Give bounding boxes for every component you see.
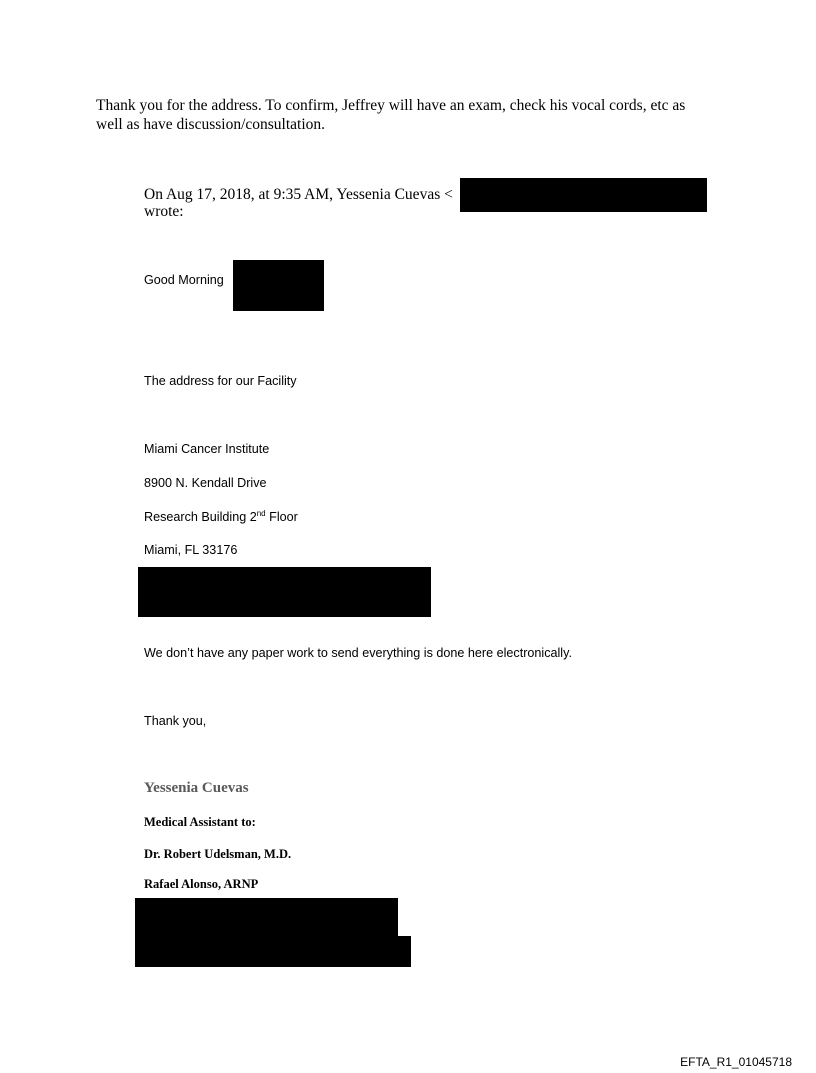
reply-message: [96, 97, 685, 134]
address-intro: The address for our Facility: [144, 374, 297, 388]
reply-line-1: Thank you for the address. To confirm, Jeffrey will have an exam, check his vocal cords, etc as: [96, 97, 686, 114]
quoted-header-line-1: On Aug 17, 2018, at 9:35 AM, Yessenia Cuevas <: [144, 186, 453, 203]
signature-role: Medical Assistant to:: [144, 815, 256, 829]
address-city: Miami, FL 33176: [144, 543, 238, 557]
greeting: Good Morning: [144, 273, 224, 287]
address-building-suffix: Floor: [265, 510, 298, 524]
redaction-contact: [138, 567, 431, 617]
closing: Thank you,: [144, 714, 207, 728]
signature-name: Yessenia Cuevas: [144, 780, 249, 796]
address-building-prefix: Research Building 2: [144, 510, 257, 524]
address-building-ordinal: nd: [256, 509, 266, 518]
redaction-signature-2: [135, 936, 411, 967]
address-building: [144, 510, 298, 524]
quoted-header-line-2: wrote:: [144, 203, 184, 220]
reply-line-2: well as have discussion/consultation.: [96, 115, 326, 133]
signature-arnp: Rafael Alonso, ARNP: [144, 877, 259, 891]
document-id: EFTA_R1_01045718: [680, 1055, 792, 1069]
address-name: Miami Cancer Institute: [144, 442, 270, 456]
address-street: 8900 N. Kendall Drive: [144, 476, 267, 490]
paperwork-note: We don’t have any paper work to send everything is done here electronically.: [144, 646, 572, 660]
redaction-signature-1: [135, 898, 398, 940]
signature-doctor: Dr. Robert Udelsman, M.D.: [144, 847, 292, 861]
redaction-email: [460, 178, 707, 212]
redaction-name: [233, 260, 324, 311]
